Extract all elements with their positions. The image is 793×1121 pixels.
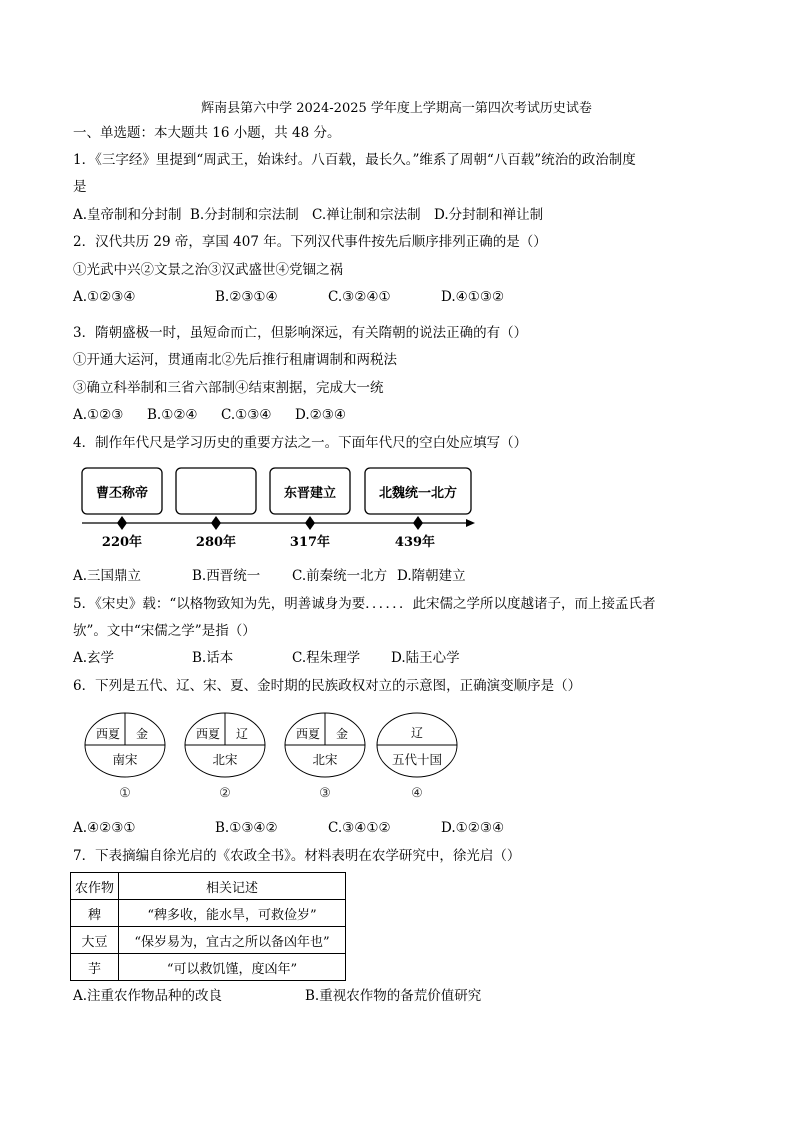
q6-option-a[interactable]: A.④②③① <box>73 820 136 836</box>
timeline-year-3: 317年 <box>289 535 331 550</box>
q5-stem-cont: 欤”。文中“宋儒之学”是指（） <box>73 623 256 639</box>
q1-option-d[interactable]: D.分封制和禅让制 <box>434 207 544 223</box>
diagram-4-label: ④ <box>411 786 423 801</box>
timeline-year-2: 280年 <box>195 535 237 550</box>
q2-option-b[interactable]: B.②③①④ <box>215 289 278 305</box>
table-header-row <box>71 873 346 900</box>
q3-option-c[interactable]: C.①③④ <box>221 407 272 423</box>
table-cell-record: “保岁易为，宜古之所以备凶年也” <box>119 927 346 954</box>
timeline-box-4-label: 北魏统一北方 <box>378 486 458 501</box>
diagram-3-bottom: 北宋 <box>312 752 338 767</box>
q7-table <box>70 872 346 981</box>
q3-items-2: ③确立科举制和三省六部制④结束割据，完成大一统 <box>73 380 384 396</box>
q7-option-a[interactable]: A.注重农作物品种的改良 <box>73 988 223 1004</box>
q4-stem: 4．制作年代尺是学习历史的重要方法之一。下面年代尺的空白处应填写（） <box>73 435 528 451</box>
q5-option-b[interactable]: B.话本 <box>192 650 234 666</box>
q4-timeline <box>70 462 490 554</box>
diagram-3-top-right: 金 <box>335 727 349 741</box>
q6-diagrams <box>80 706 480 806</box>
q1-stem-cont: 是 <box>73 179 87 195</box>
page-title: 辉南县第六中学 2024-2025 学年度上学期高一第四次考试历史试卷 <box>201 101 592 116</box>
q5-stem: 5．《宋史》载：“以格物致知为先，明善诚身为要．．．．．．此宋儒之学所以度越诸子，而上接孟氏者 <box>73 596 656 612</box>
q3-stem: 3．隋朝盛极一时，虽短命而亡，但影响深远，有关隋朝的说法正确的有（） <box>73 325 528 341</box>
diagram-4-bottom: 五代十国 <box>391 752 443 767</box>
table-header-record: 相关记述 <box>119 873 346 900</box>
timeline-marker-3 <box>305 516 315 530</box>
q2-option-d[interactable]: D.④①③② <box>441 289 505 305</box>
q5-option-a[interactable]: A.玄学 <box>73 650 115 666</box>
diagram-2-label: ② <box>219 786 231 801</box>
q1-option-c[interactable]: C.禅让制和宗法制 <box>312 207 421 223</box>
q7-option-b[interactable]: B.重视农作物的备荒价值研究 <box>305 988 482 1004</box>
timeline-marker-4 <box>413 516 423 530</box>
q1-stem: 1．《三字经》里提到“周武王，始诛纣。八百载，最长久。”维系了周朝“八百载”统治的政治制度 <box>73 152 636 168</box>
q1-option-b[interactable]: B.分封制和宗法制 <box>190 207 299 223</box>
section-heading: 一、单选题：本大题共 16 小题，共 48 分。 <box>73 125 341 141</box>
table-cell-crop: 芋 <box>71 954 119 981</box>
q1-option-a[interactable]: A.皇帝制和分封制 <box>73 207 182 223</box>
q5-option-d[interactable]: D.陆王心学 <box>391 650 460 666</box>
table-row <box>71 954 346 981</box>
table-row <box>71 900 346 927</box>
diagram-1-label: ① <box>119 786 131 801</box>
table-cell-record: “可以救饥馑，度凶年” <box>119 954 346 981</box>
table-header-crop: 农作物 <box>71 873 119 900</box>
diagram-2-top-right: 辽 <box>235 727 249 741</box>
diagram-1-top-left: 西夏 <box>95 727 121 741</box>
diagram-4-top: 辽 <box>410 726 424 740</box>
q3-option-b[interactable]: B.①②④ <box>147 407 198 423</box>
timeline-marker-1 <box>117 516 127 530</box>
q5-option-c[interactable]: C.程朱理学 <box>292 650 361 666</box>
timeline-marker-2 <box>211 516 221 530</box>
q7-stem: 7．下表摘编自徐光启的《农政全书》。材料表明在农学研究中，徐光启（） <box>73 848 521 864</box>
diagram-2-top-left: 西夏 <box>195 727 221 741</box>
timeline-box-2-blank <box>176 468 256 514</box>
q2-stem: 2．汉代共历 29 帝，享国 407 年。下列汉代事件按先后顺序排列正确的是（） <box>73 234 547 250</box>
timeline-box-3-label: 东晋建立 <box>283 486 337 501</box>
diagram-3-label: ③ <box>319 786 331 801</box>
q4-option-c[interactable]: C.前秦统一北方 <box>292 568 388 584</box>
diagram-3-top-left: 西夏 <box>295 727 321 741</box>
q2-items: ①光武中兴②文景之治③汉武盛世④党锢之祸 <box>73 262 343 278</box>
timeline-arrow-icon <box>466 519 475 527</box>
diagram-1-bottom: 南宋 <box>112 752 138 767</box>
q3-option-a[interactable]: A.①②③ <box>73 407 124 423</box>
timeline-year-1: 220年 <box>101 535 143 550</box>
q4-option-b[interactable]: B.西晋统一 <box>192 568 261 584</box>
q2-option-c[interactable]: C.③②④① <box>328 289 391 305</box>
q4-option-d[interactable]: D.隋朝建立 <box>397 568 466 584</box>
timeline-year-4: 439年 <box>394 535 436 550</box>
q2-option-a[interactable]: A.①②③④ <box>73 289 136 305</box>
timeline-box-1-label: 曹丕称帝 <box>95 486 149 501</box>
table-row <box>71 927 346 954</box>
q6-stem: 6．下列是五代、辽、宋、夏、金时期的民族政权对立的示意图，正确演变顺序是（） <box>73 678 582 694</box>
table-cell-crop: 稗 <box>71 900 119 927</box>
diagram-1-top-right: 金 <box>135 727 149 741</box>
table-cell-crop: 大豆 <box>71 927 119 954</box>
q3-option-d[interactable]: D.②③④ <box>295 407 346 423</box>
q6-option-c[interactable]: C.③④①② <box>328 820 391 836</box>
q6-option-b[interactable]: B.①③④② <box>215 820 278 836</box>
q4-option-a[interactable]: A.三国鼎立 <box>73 568 142 584</box>
table-cell-record: “稗多收，能水旱，可救俭岁” <box>119 900 346 927</box>
diagram-2-bottom: 北宋 <box>212 752 238 767</box>
q6-option-d[interactable]: D.①②③④ <box>441 820 505 836</box>
q3-items-1: ①开通大运河，贯通南北②先后推行租庸调制和两税法 <box>73 352 397 368</box>
